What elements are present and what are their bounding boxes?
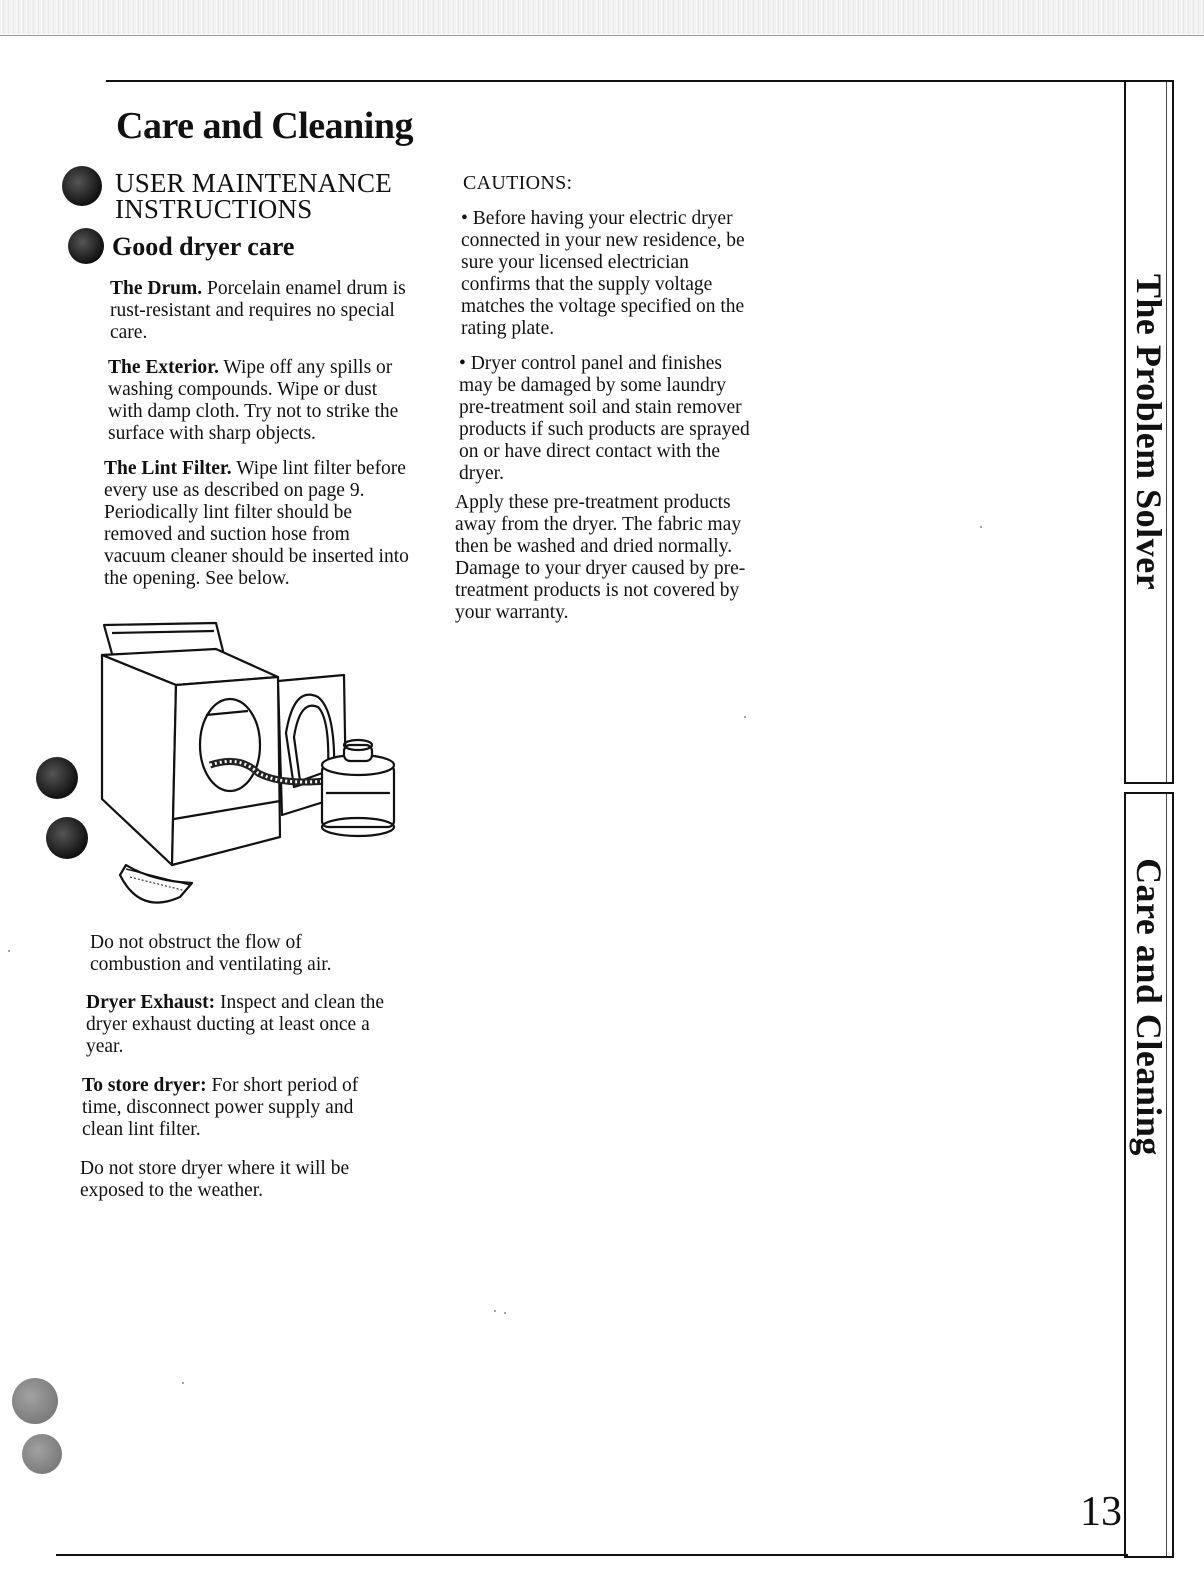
tab-problem-solver[interactable]: [1124, 80, 1174, 784]
scan-speck: [8, 950, 10, 952]
lint-filter-paragraph: [104, 458, 416, 590]
scan-speck: [494, 1310, 496, 1312]
scan-top-band: [0, 0, 1204, 34]
binder-hole-icon: [46, 817, 88, 859]
lint-filter-text: Wipe lint filter before every use as described on page 9. Periodically lint filter should be removed and suction hose from vacuum cleaner should be inserted into the opening. See below.: [104, 458, 409, 589]
exhaust-label: Dryer Exhaust:: [86, 992, 216, 1013]
bullet-dot-icon: [62, 166, 102, 206]
bottom-rule: [56, 1554, 1128, 1556]
tab-care-cleaning[interactable]: [1124, 792, 1174, 1558]
drum-paragraph: [110, 278, 410, 344]
exterior-text: Wipe off any spills or washing compounds. Wipe or dust with damp cloth. Try not to strike the surface with sharp objects.: [108, 357, 399, 444]
binder-hole-icon: [12, 1378, 58, 1424]
lint-filter-label: The Lint Filter.: [104, 458, 232, 479]
scan-speck: [504, 1312, 506, 1314]
dryer-with-vacuum-icon: [90, 615, 410, 915]
exterior-paragraph: [108, 357, 416, 445]
page-title: Care and Cleaning: [116, 105, 413, 147]
section-heading-line1: USER MAINTENANCE: [115, 168, 392, 198]
exhaust-text: Inspect and clean the dryer exhaust ducting at least once a year.: [86, 992, 385, 1057]
store-text: For short period of time, disconnect power supply and clean lint filter.: [82, 1075, 359, 1140]
scan-speck: [182, 1382, 184, 1384]
tab-problem-solver-label: The Problem Solver: [1129, 273, 1169, 591]
cautions-heading: CAUTIONS:: [463, 172, 573, 194]
scan-speck: [744, 716, 746, 718]
binder-hole-icon: [22, 1434, 62, 1474]
scan-top-line: [0, 35, 1204, 36]
airflow-paragraph: Do not obstruct the flow of combustion and ventilating air.: [90, 932, 332, 975]
exterior-label: The Exterior.: [108, 357, 219, 378]
binder-hole-icon: [36, 757, 78, 799]
top-rule: [106, 80, 1164, 82]
drum-label: The Drum.: [110, 278, 203, 299]
exhaust-paragraph: [86, 992, 386, 1058]
section-heading-line2: INSTRUCTIONS: [115, 194, 313, 224]
drum-text: Porcelain enamel drum is rust-resistant and requires no special care.: [110, 278, 406, 343]
section-heading: [115, 170, 392, 222]
store-label: To store dryer:: [82, 1075, 207, 1096]
weather-paragraph: Do not store dryer where it will be exposed to the weather.: [80, 1158, 350, 1201]
pretreatment-paragraph: Apply these pre-treatment products away from the dryer. The fabric may then be washed and dried normally. Damage to your dryer caused by pre-treatment products is not covered by your warranty.: [455, 492, 746, 623]
scan-speck: [980, 526, 982, 528]
subheading: Good dryer care: [112, 232, 295, 261]
page-number: 13: [1080, 1489, 1122, 1535]
tab-care-cleaning-label: Care and Cleaning: [1129, 858, 1169, 1157]
caution-bullet-finishes: • Dryer control panel and finishes may be damaged by some laundry pre-treatment soil and stain remover products if such products are sprayed on or have direct contact with the dryer.: [459, 353, 750, 484]
caution-bullet-voltage: • Before having your electric dryer connected in your new residence, be sure your licensed electrician confirms that the supply voltage matches the voltage specified on the rating plate.: [461, 208, 745, 339]
store-paragraph: [82, 1075, 388, 1141]
bullet-dot-icon: [68, 228, 104, 264]
